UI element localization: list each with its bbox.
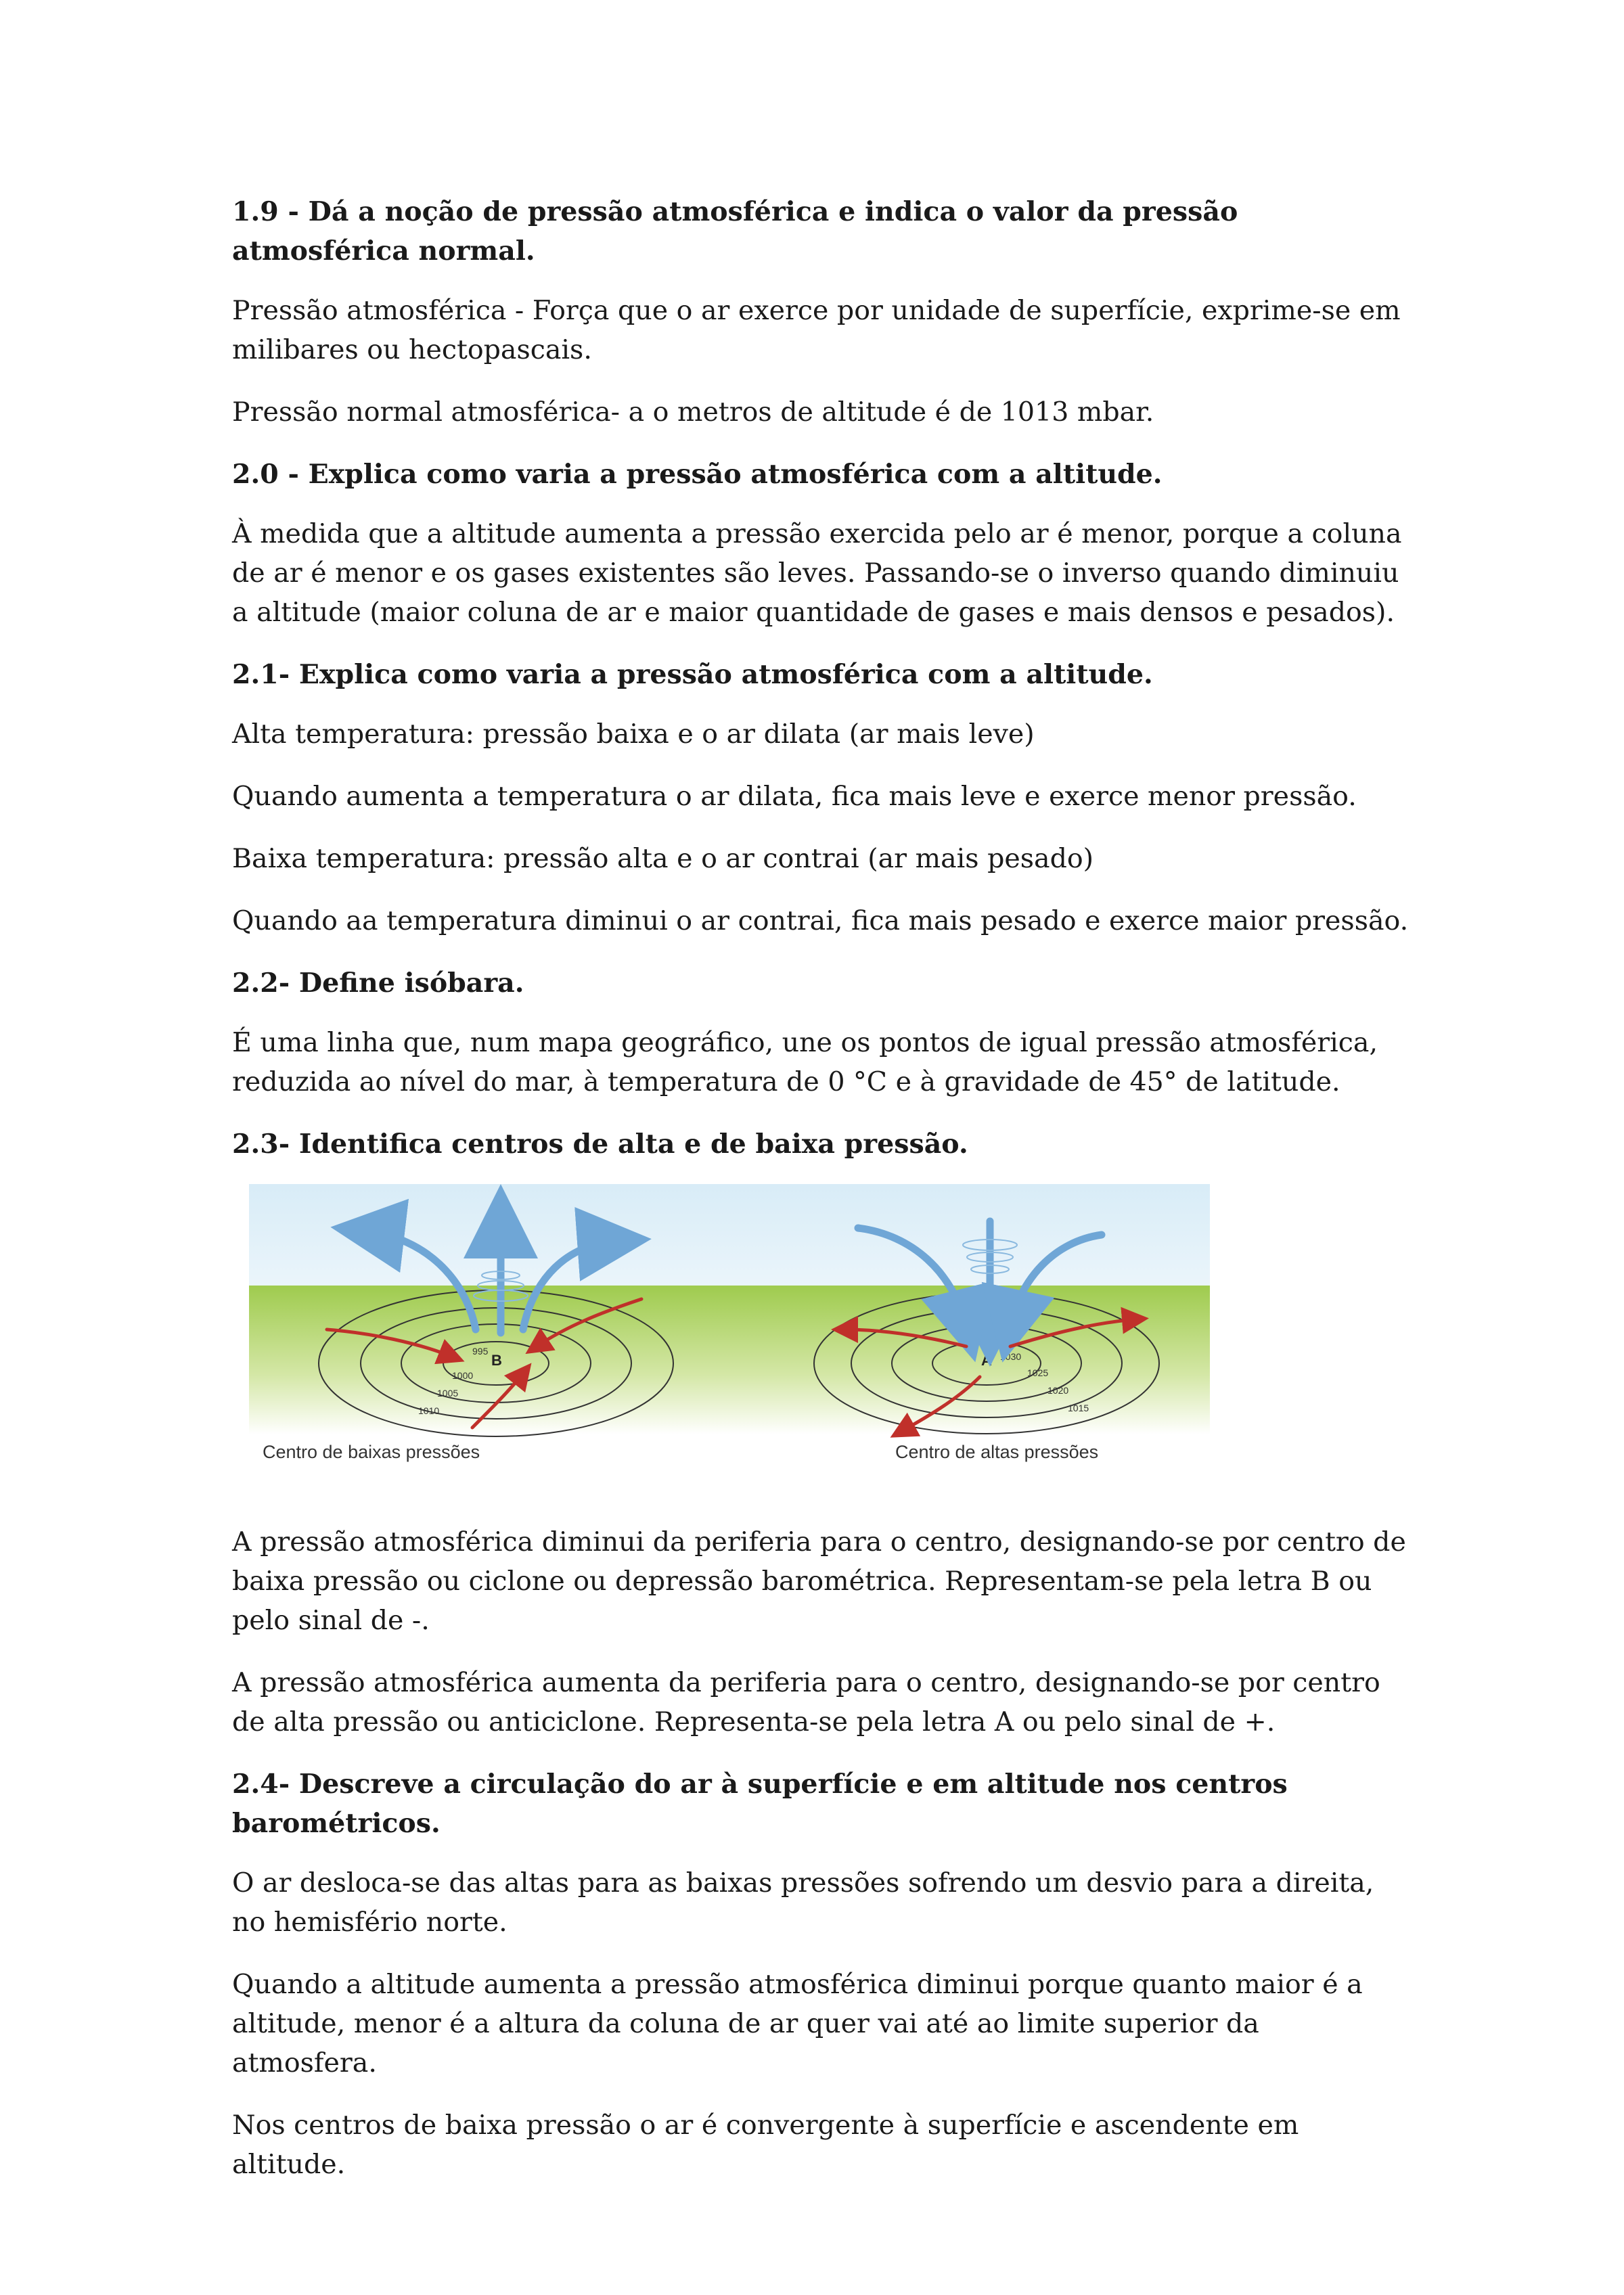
low-center-caption: Centro de baixas pressões [263,1442,480,1462]
paragraph-altitude-variation: À medida que a altitude aumenta a pressão exercida pelo ar é menor, porque a coluna de ar é menor e os gases existentes são leves. Passando-se o inverso quando diminuiu a altitude (maior coluna de ar e maior quantidade de gases e mais densos e pesados). [232,518,1402,628]
paragraph-temperature-increase: Quando aumenta a temperatura o ar dilata, fica mais leve e exerce menor pressão. [232,781,1357,812]
sky-background [249,1184,1210,1299]
paragraph-isobar-definition: É uma linha que, num mapa geográfico, une os pontos de igual pressão atmosférica, reduzida ao nível do mar, à temperatura de 0 °C e à gravidade de 45° de latitude. [232,1027,1378,1097]
paragraph-air-deflection: O ar desloca-se das altas para as baixas pressões sofrendo um desvio para a direita, no hemisfério norte. [232,1867,1374,1938]
paragraph-temperature-decrease: Quando aa temperatura diminui o ar contrai, fica mais pesado e exerce maior pressão. [232,905,1409,936]
low-center-letter: B [491,1352,502,1369]
question-2-3-title: 2.3- Identifica centros de alta e de baixa pressão. [232,1129,968,1160]
high-isobar-label-1: 1030 [1000,1351,1022,1362]
high-isobar-label-3: 1020 [1047,1385,1069,1396]
question-2-4-title: 2.4- Descreve a circulação do ar à superfície e em altitude nos centros barométricos. [232,1769,1288,1839]
pressure-centers-illustration [249,1184,1210,1475]
paragraph-high-temperature: Alta temperatura: pressão baixa e o ar dilata (ar mais leve) [232,719,1035,750]
high-isobar-label-4: 1015 [1068,1403,1089,1413]
question-2-1-title: 2.1- Explica como varia a pressão atmosférica com a altitude. [232,659,1153,690]
pressure-centers-figure [249,1184,1210,1475]
paragraph-altitude-pressure: Quando a altitude aumenta a pressão atmosférica diminui porque quanto maior é a altitude, menor é a altura da coluna de ar quer vai até ao limite superior da atmosfera. [232,1969,1363,2078]
paragraph-low-pressure-circulation: Nos centros de baixa pressão o ar é convergente à superfície e ascendente em altitude. [232,2110,1299,2180]
low-isobar-label-1: 995 [472,1346,489,1357]
question-1-9-title: 1.9 - Dá a noção de pressão atmosférica e indica o valor da pressão atmosférica normal. [232,196,1238,267]
document-page [232,192,1409,2207]
low-isobar-label-4: 1010 [418,1405,440,1416]
low-isobar-label-3: 1005 [437,1388,459,1399]
high-center-caption: Centro de altas pressões [895,1442,1099,1462]
low-isobar-label-2: 1000 [452,1370,474,1381]
high-center-letter: A [981,1352,992,1369]
question-2-2-title: 2.2- Define isóbara. [232,968,524,999]
paragraph-normal-pressure: Pressão normal atmosférica- a o metros de altitude é de 1013 mbar. [232,396,1154,428]
paragraph-pressure-definition: Pressão atmosférica - Força que o ar exerce por unidade de superfície, exprime-se em milibares ou hectopascais. [232,295,1401,365]
question-2-0-title: 2.0 - Explica como varia a pressão atmosférica com a altitude. [232,459,1163,490]
paragraph-high-pressure-center: A pressão atmosférica aumenta da periferia para o centro, designando-se por centro de alta pressão ou anticiclone. Representa-se pela letra A ou pelo sinal de +. [232,1667,1380,1737]
paragraph-low-temperature: Baixa temperatura: pressão alta e o ar contrai (ar mais pesado) [232,843,1094,874]
ground-background [249,1286,1210,1434]
high-isobar-label-2: 1025 [1027,1367,1049,1378]
paragraph-low-pressure-center: A pressão atmosférica diminui da periferia para o centro, designando-se por centro de baixa pressão ou ciclone ou depressão barométrica. Representam-se pela letra B ou pelo sinal de -. [232,1526,1406,1636]
